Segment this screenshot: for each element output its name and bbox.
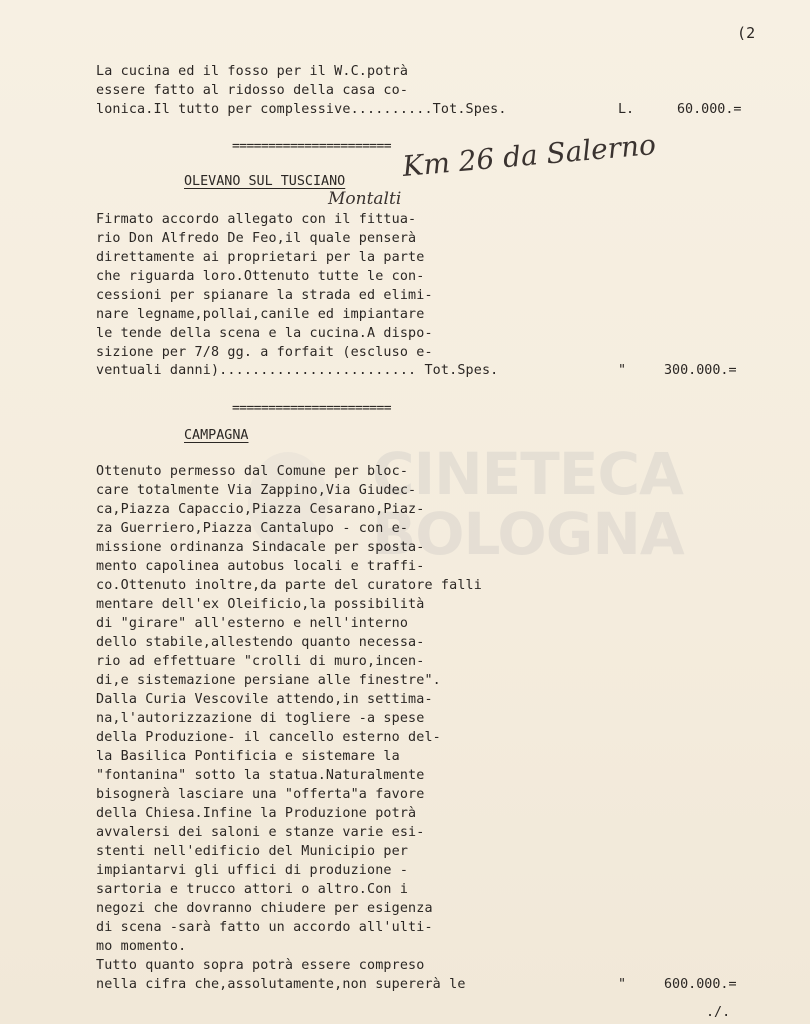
amount-value: 60.000.=	[677, 102, 742, 117]
text-line: sartoria e trucco attori o altro.Con i	[96, 882, 409, 897]
separator-rule: ======================	[232, 139, 391, 154]
currency-label: L.	[618, 102, 635, 117]
section-heading: OLEVANO SUL TUSCIANO	[184, 174, 346, 189]
text-line: ca,Piazza Capaccio,Piazza Cesarano,Piaz-	[96, 502, 425, 517]
text-line: mento capolinea autobus locali e traffi-	[96, 559, 425, 574]
text-line: di scena -sarà fatto un accordo all'ulti-	[96, 920, 433, 935]
text-line: na,l'autorizzazione di togliere -a spese	[96, 711, 425, 726]
text-line: lonica.Il tutto per complessive..........Tot.Spes.	[96, 102, 507, 117]
ditto-mark: "	[618, 363, 627, 378]
text-line: Ottenuto permesso dal Comune per bloc-	[96, 464, 409, 479]
handwritten-annotation: Montalti	[328, 189, 402, 209]
amount-value: 300.000.=	[664, 363, 737, 378]
watermark-line-1: CINETECA	[372, 440, 683, 508]
text-line: negozi che dovranno chiudere per esigenza	[96, 901, 433, 916]
text-line: co.Ottenuto inoltre,da parte del curatore falli	[96, 578, 482, 593]
text-line: care totalmente Via Zappino,Via Giudec-	[96, 483, 417, 498]
handwritten-note: Km 26 da Salerno	[401, 127, 658, 183]
text-line: sizione per 7/8 gg. a forfait (escluso e-	[96, 345, 433, 360]
page-number: (2	[737, 24, 756, 42]
text-line: Tutto quanto sopra potrà essere compreso	[96, 958, 425, 973]
text-line: nella cifra che,assolutamente,non supererà le	[96, 977, 466, 992]
text-line: della Chiesa.Infine la Produzione potrà	[96, 806, 417, 821]
text-line: missione ordinanza Sindacale per sposta-	[96, 540, 425, 555]
continuation-mark: ./.	[706, 1005, 731, 1020]
text-line: ventuali danni)........................ Tot.Spes.	[96, 363, 499, 378]
text-line: le tende della scena e la cucina.A dispo-	[96, 326, 433, 341]
text-line: dello stabile,allestendo quanto necessa-	[96, 635, 425, 650]
text-line: mentare dell'ex Oleificio,la possibilità	[96, 597, 425, 612]
text-line: Firmato accordo allegato con il fittua-	[96, 212, 417, 227]
text-line: della Produzione- il cancello esterno del-	[96, 730, 441, 745]
text-line: "fontanina" sotto la statua.Naturalmente	[96, 768, 425, 783]
text-line: essere fatto al ridosso della casa co-	[96, 83, 409, 98]
text-line: impiantarvi gli uffici di produzione -	[96, 863, 409, 878]
text-line: direttamente ai proprietari per la parte	[96, 250, 425, 265]
text-line: rio Don Alfredo De Feo,il quale penserà	[96, 231, 417, 246]
text-line: stenti nell'edificio del Municipio per	[96, 844, 409, 859]
text-line: za Guerriero,Piazza Cantalupo - con e-	[96, 521, 409, 536]
separator-rule: ======================	[232, 401, 391, 416]
text-line: bisognerà lasciare una "offerta"a favore	[96, 787, 425, 802]
text-line: mo momento.	[96, 939, 187, 954]
text-line: la Basilica Pontificia e sistemare la	[96, 749, 400, 764]
text-line: La cucina ed il fosso per il W.C.potrà	[96, 64, 409, 79]
text-line: di "girare" all'esterno e nell'interno	[96, 616, 409, 631]
ditto-mark: "	[618, 977, 627, 992]
section-heading: CAMPAGNA	[184, 428, 249, 443]
amount-value: 600.000.=	[664, 977, 737, 992]
text-line: di,e sistemazione persiane alle finestre".	[96, 673, 441, 688]
text-line: avvalersi dei saloni e stanze varie esi-	[96, 825, 425, 840]
text-line: cessioni per spianare la strada ed elimi-	[96, 288, 433, 303]
text-line: nare legname,pollai,canile ed impiantare	[96, 307, 425, 322]
text-line: rio ad effettuare "crolli di muro,incen-	[96, 654, 425, 669]
watermark-line-2: BOLOGNA	[372, 500, 684, 568]
text-line: che riguarda loro.Ottenuto tutte le con-	[96, 269, 425, 284]
text-line: Dalla Curia Vescovile attendo,in settima-	[96, 692, 433, 707]
